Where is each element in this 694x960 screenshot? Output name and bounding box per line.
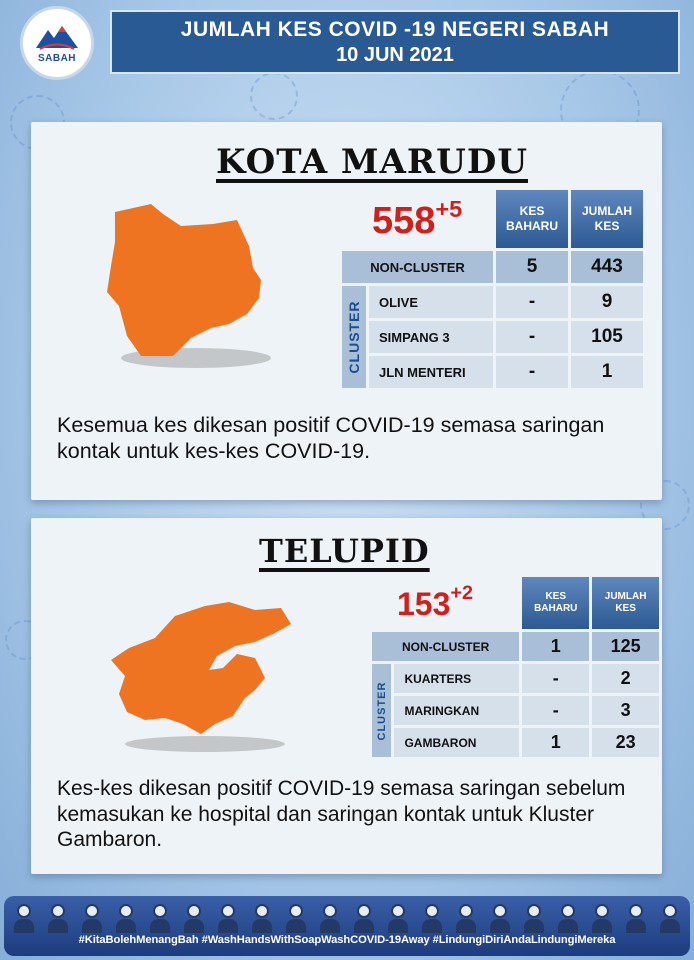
cluster-label: CLUSTER xyxy=(375,681,388,740)
cell-total: 1 xyxy=(571,356,643,388)
cluster-group-label xyxy=(372,664,391,757)
table-row xyxy=(342,286,643,318)
cases-table xyxy=(339,187,646,391)
total-value: 153 xyxy=(397,586,451,622)
person-icon xyxy=(354,904,374,934)
new-cases-value: +5 xyxy=(435,196,463,222)
table-row xyxy=(342,251,643,283)
person-icon xyxy=(48,904,68,934)
table-row xyxy=(372,632,659,661)
person-icon xyxy=(116,904,136,934)
person-icon xyxy=(626,904,646,934)
sabah-health-logo xyxy=(20,6,94,80)
person-icon xyxy=(320,904,340,934)
person-icon xyxy=(388,904,408,934)
person-icon xyxy=(456,904,476,934)
cell-new: 5 xyxy=(496,251,568,283)
person-icon xyxy=(82,904,102,934)
cell-total: 125 xyxy=(592,632,659,661)
footer-banner xyxy=(4,896,690,956)
new-cases-value: +2 xyxy=(450,582,473,604)
row-label: JLN MENTERI xyxy=(369,356,493,388)
logo-text: SABAH xyxy=(37,53,77,64)
note-text: Kes-kes dikesan positif COVID-19 semasa saringan sebelum kemasukan ke hospital dan saringan kontak untuk Kluster Gambaron. xyxy=(57,777,626,852)
mountain-icon xyxy=(34,22,80,52)
cell-new: - xyxy=(496,286,568,318)
cases-table xyxy=(369,574,662,760)
frontliners-illustration xyxy=(14,900,680,934)
person-icon xyxy=(592,904,612,934)
person-icon xyxy=(422,904,442,934)
row-label: KUARTERS xyxy=(394,664,519,693)
table-row xyxy=(342,321,643,353)
person-icon xyxy=(558,904,578,934)
total-value: 558 xyxy=(372,200,436,242)
row-label: NON-CLUSTER xyxy=(372,632,519,661)
hashtags: #KitaBolehMenangBah #WashHandsWithSoapWashCOVID-19Away #LindungiDiriAndaLindungiMereka xyxy=(78,934,616,946)
table-row xyxy=(372,728,659,757)
cell-new: - xyxy=(522,664,589,693)
row-label: GAMBARON xyxy=(394,728,519,757)
row-label: MARINGKAN xyxy=(394,696,519,725)
page-title: JUMLAH KES COVID -19 NEGERI SABAH xyxy=(180,17,610,41)
cell-total: 443 xyxy=(571,251,643,283)
row-label: OLIVE xyxy=(369,286,493,318)
title-banner xyxy=(110,10,680,74)
table-row xyxy=(342,356,643,388)
cell-total: 2 xyxy=(592,664,659,693)
person-icon xyxy=(14,904,34,934)
cell-total: 105 xyxy=(571,321,643,353)
kota-marudu-map xyxy=(101,196,281,376)
cell-new: - xyxy=(496,321,568,353)
cell-total: 3 xyxy=(592,696,659,725)
cell-new: - xyxy=(522,696,589,725)
column-header-new: KES BAHARU xyxy=(522,577,589,629)
virus-decoration xyxy=(250,72,298,120)
cluster-group-label xyxy=(342,286,366,388)
district-title: KOTA MARUDU xyxy=(216,142,528,182)
cell-total: 9 xyxy=(571,286,643,318)
telupid-map xyxy=(105,598,305,758)
district-card-kota-marudu xyxy=(31,122,662,500)
district-title: TELUPID xyxy=(259,532,430,570)
person-icon xyxy=(252,904,272,934)
person-icon xyxy=(218,904,238,934)
report-date: 10 JUN 2021 xyxy=(336,43,454,66)
cluster-label: CLUSTER xyxy=(346,300,362,374)
row-label: SIMPANG 3 xyxy=(369,321,493,353)
district-card-telupid xyxy=(31,518,662,874)
person-icon xyxy=(286,904,306,934)
person-icon xyxy=(524,904,544,934)
table-row xyxy=(372,696,659,725)
cell-new: 1 xyxy=(522,632,589,661)
cell-new: 1 xyxy=(522,728,589,757)
cell-new: - xyxy=(496,356,568,388)
cell-total: 23 xyxy=(592,728,659,757)
row-label: NON-CLUSTER xyxy=(342,251,493,283)
person-icon xyxy=(184,904,204,934)
column-header-total: JUMLAH KES xyxy=(571,190,643,248)
person-icon xyxy=(660,904,680,934)
note-text: Kesemua kes dikesan positif COVID-19 semasa saringan kontak untuk kes-kes COVID-19. xyxy=(57,413,605,464)
column-header-total: JUMLAH KES xyxy=(592,577,659,629)
column-header-new: KES BAHARU xyxy=(496,190,568,248)
person-icon xyxy=(490,904,510,934)
person-icon xyxy=(150,904,170,934)
table-row xyxy=(372,664,659,693)
